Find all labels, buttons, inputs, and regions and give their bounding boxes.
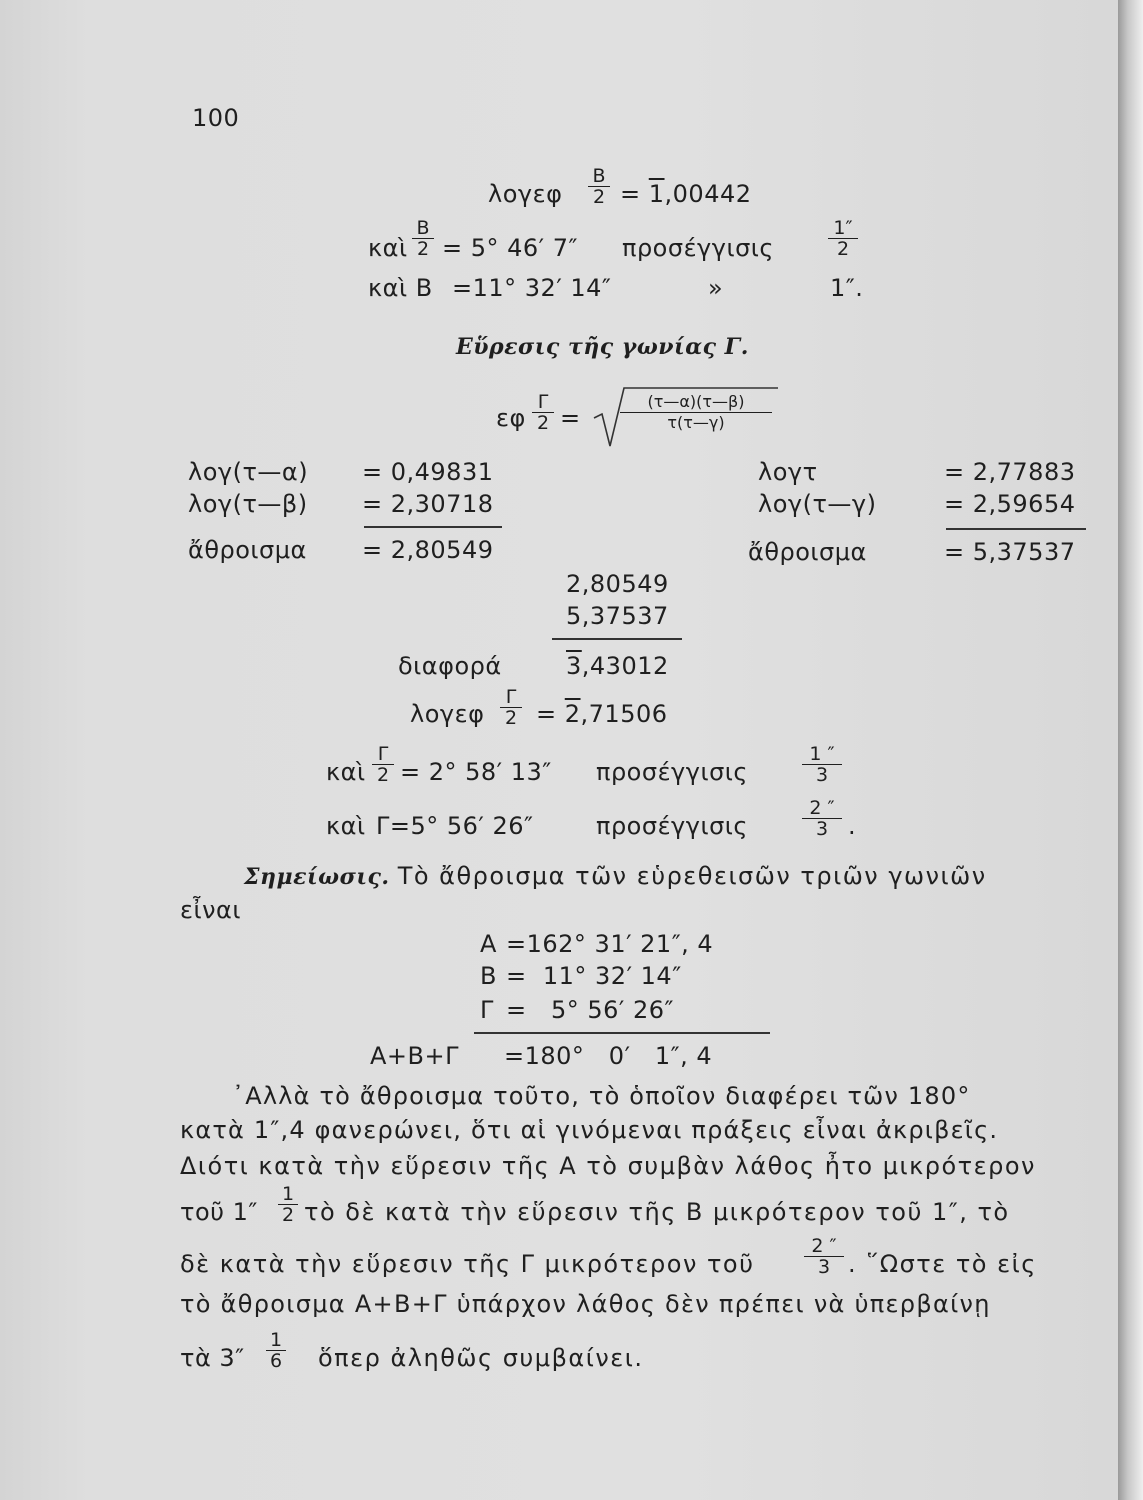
full-g-end: . [848, 812, 857, 840]
diff-label: διαφορά [398, 652, 502, 680]
full-b-approx: 1″. [830, 274, 864, 302]
half-g-approx-fraction: $\frac{1 ''}{3}$ [802, 744, 842, 785]
fraction-b-half-2: $\frac{B}{2}$ [412, 218, 434, 259]
left-sum-label: ἄθροισμα [188, 536, 307, 564]
angle-a-name: A [480, 930, 497, 958]
para-line-7b: ὅπερ ἀληθῶς συμβαίνει. [318, 1344, 644, 1372]
subtraction-b: 5,37537 [566, 602, 669, 630]
logtan-g-fraction: $\frac{\Gamma}{2}$ [500, 687, 522, 728]
half-b-approx-fraction: $\frac{1''}{2}$ [828, 218, 858, 259]
full-g-approx-word: προσέγγισις [596, 812, 748, 840]
right-row-1-label: λογτ [758, 458, 818, 486]
para-line-2: κατὰ 1″,4 φανερώνει, ὅτι αἱ γινόμεναι πράξεις εἶναι ἀκριβεῖς. [180, 1116, 999, 1144]
logtan-b-lhs: λογεφ [488, 180, 563, 208]
left-row-2-value: = 2,30718 [362, 490, 494, 518]
para-fraction-two-thirds: $\frac{2 ''}{3}$ [804, 1236, 844, 1277]
fraction-b-half: $\frac{B}{2}$ [588, 166, 610, 207]
para-line-3: Διότι κατὰ τὴν εὕρεσιν τῆς A τὸ συμβὰν λάθος ἦτο μικρότερον [180, 1152, 1036, 1180]
section-heading: Εὕρεσις τῆς γωνίας Γ. [456, 334, 749, 360]
note-title: Σημείωσις. [244, 864, 390, 890]
para-line-4b: τὸ δὲ κατὰ τὴν εὕρεσιν τῆς B μικρότερον τοῦ 1″, τὸ [304, 1198, 1010, 1226]
para-line-1: ᾿Αλλὰ τὸ ἄθροισμα τοῦτο, τὸ ὁποῖον διαφέρει τῶν 180° [232, 1082, 971, 1110]
left-sum-rule [364, 526, 502, 528]
para-line-4a: τοῦ 1″ [180, 1198, 258, 1226]
para-fraction-sixth: $\frac{1}{6}$ [266, 1330, 286, 1371]
angle-a-value: =162° 31′ 21″, 4 [506, 930, 714, 958]
right-sum-value: = 5,37537 [944, 538, 1076, 566]
angle-g-value: = 5° 56′ 26″ [506, 996, 675, 1024]
full-g-value: Γ=5° 56′ 26″ [376, 812, 534, 840]
logtan-g-lhs: λογεφ [410, 700, 485, 728]
half-g-prefix: καὶ [326, 758, 366, 786]
note-text: Τὸ ἄθροισμα τῶν εὑρεθεισῶν τριῶν γωνιῶν [397, 862, 987, 890]
para-line-7a: τὰ 3″ [180, 1344, 245, 1372]
right-row-1-value: = 2,77883 [944, 458, 1076, 486]
ditto-mark: » [708, 274, 724, 302]
angle-g-name: Γ [480, 996, 494, 1024]
half-g-value: = 2° 58′ 13″ [400, 758, 552, 786]
full-g-prefix: καὶ [326, 812, 366, 840]
half-b-value: = 5° 46′ 7″ [442, 234, 578, 262]
half-g-approx-word: προσέγγισις [596, 758, 748, 786]
angles-sum-rule [474, 1032, 770, 1034]
formula-lhs: εφ [496, 404, 526, 432]
formula-fraction: $\frac{\Gamma}{2}$ [532, 392, 554, 433]
left-row-2-label: λογ(τ—β) [188, 490, 308, 518]
left-row-1-label: λογ(τ—α) [188, 458, 309, 486]
subtraction-a: 2,80549 [566, 570, 669, 598]
full-b-prefix: καὶ B [368, 274, 433, 302]
para-line-5b: . ῞Ωστε τὸ εἰς [848, 1250, 1037, 1278]
note-line [244, 862, 987, 891]
page-number: 100 [192, 104, 240, 132]
half-b-approx-word: προσέγγισις [622, 234, 774, 262]
left-sum-value: = 2,80549 [362, 536, 494, 564]
total-name: A+B+Γ [370, 1042, 459, 1070]
formula-eq: = [560, 404, 581, 432]
para-fraction-half: $\frac{1}{2}$ [278, 1184, 298, 1225]
radical-fraction: $\frac{(\tau—\alpha)(\tau—\beta)}{\tau(\tau—\gamma)}$ [620, 392, 772, 433]
right-sum-rule [946, 528, 1086, 530]
logtan-g-value: = 2,71506 [536, 700, 668, 728]
page-edge [1118, 0, 1143, 1500]
right-row-2-label: λογ(τ—γ) [758, 490, 877, 518]
angle-b-name: B [480, 962, 497, 990]
half-g-fraction: $\frac{\Gamma}{2}$ [372, 744, 394, 785]
full-b-value: =11° 32′ 14″ [452, 274, 612, 302]
diff-value: 3,43012 [566, 652, 669, 680]
para-line-5a: δὲ κατὰ τὴν εὕρεσιν τῆς Γ μικρότερον τοῦ [180, 1250, 755, 1278]
total-value: =180° 0′ 1″, 4 [504, 1042, 713, 1070]
logtan-b-value: = 1,00442 [620, 180, 752, 208]
angle-b-value: = 11° 32′ 14″ [506, 962, 682, 990]
para-line-6: τὸ ἄθροισμα A+B+Γ ὑπάρχον λάθος δὲν πρέπει νὰ ὑπερβαίνῃ [180, 1290, 991, 1318]
half-b-prefix: καὶ [368, 234, 408, 262]
subtraction-rule [552, 638, 682, 640]
full-g-approx-fraction: $\frac{2 ''}{3}$ [802, 798, 842, 839]
right-row-2-value: = 2,59654 [944, 490, 1076, 518]
right-sum-label: ἄθροισμα [748, 538, 867, 566]
note-text-2: εἶναι [180, 896, 241, 924]
left-row-1-value: = 0,49831 [362, 458, 494, 486]
